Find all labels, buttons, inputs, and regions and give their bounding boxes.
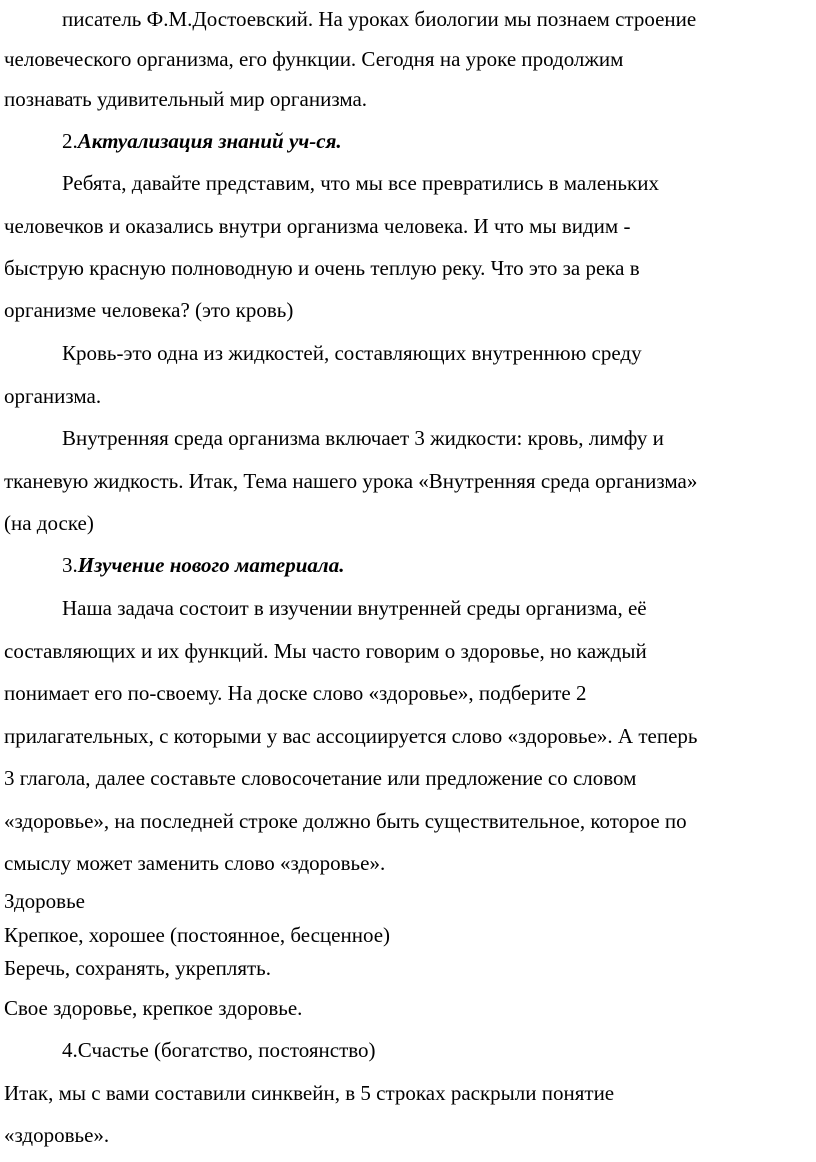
text-line: (на доске) (4, 511, 94, 535)
section-heading (62, 128, 342, 154)
text-line: человеческого организма, его функции. Сегодня на уроке продолжим (4, 47, 624, 71)
text-line: составляющих и их функций. Мы часто говорим о здоровье, но каждый (4, 639, 647, 663)
cinquain-line: Свое здоровье, крепкое здоровье. (4, 996, 303, 1020)
text-line: Внутренняя среда организма включает 3 жидкости: кровь, лимфу и (62, 426, 664, 450)
text-line: 3 глагола, далее составьте словосочетание или предложение со словом (4, 766, 637, 790)
text-line: тканевую жидкость. Итак, Тема нашего урока «Внутренняя среда организма» (4, 469, 698, 493)
text-line: Ребята, давайте представим, что мы все превратились в маленьких (62, 171, 659, 195)
text-line: организме человека? (это кровь) (4, 298, 294, 322)
text-line: Кровь-это одна из жидкостей, составляющих внутреннюю среду (62, 341, 642, 365)
section-title: Актуализация знаний уч-ся. (77, 129, 342, 153)
text-line: писатель Ф.М.Достоевский. На уроках биологии мы познаем строение (62, 7, 697, 31)
text-line: Наша задача состоит в изучении внутренней среды организма, её (62, 596, 647, 620)
section-number: 3. (62, 553, 78, 577)
section-number: 2. (62, 129, 78, 153)
text-line: прилагательных, с которыми у вас ассоциируется слово «здоровье». А теперь (4, 724, 698, 748)
section-title: Изучение нового материала. (77, 553, 345, 577)
cinquain-line: Здоровье (4, 889, 85, 913)
text-line: «здоровье». (4, 1123, 110, 1147)
cinquain-line: Беречь, сохранять, укреплять. (4, 956, 271, 980)
text-line: смыслу может заменить слово «здоровье». (4, 851, 386, 875)
section-heading (62, 552, 344, 578)
text-line: «здоровье», на последней строке должно быть существительное, которое по (4, 809, 687, 833)
text-line: понимает его по-своему. На доске слово «здоровье», подберите 2 (4, 681, 587, 705)
text-line: организма. (4, 384, 102, 408)
text-line: познавать удивительный мир организма. (4, 87, 368, 111)
text-line: человечков и оказались внутри организма человека. И что мы видим - (4, 214, 631, 238)
cinquain-line: Крепкое, хорошее (постоянное, бесценное) (4, 923, 391, 947)
cinquain-line: 4.Счастье (богатство, постоянство) (62, 1038, 376, 1062)
text-line: быструю красную полноводную и очень теплую реку. Что это за река в (4, 256, 640, 280)
text-line: Итак, мы с вами составили синквейн, в 5 строках раскрыли понятие (4, 1081, 615, 1105)
